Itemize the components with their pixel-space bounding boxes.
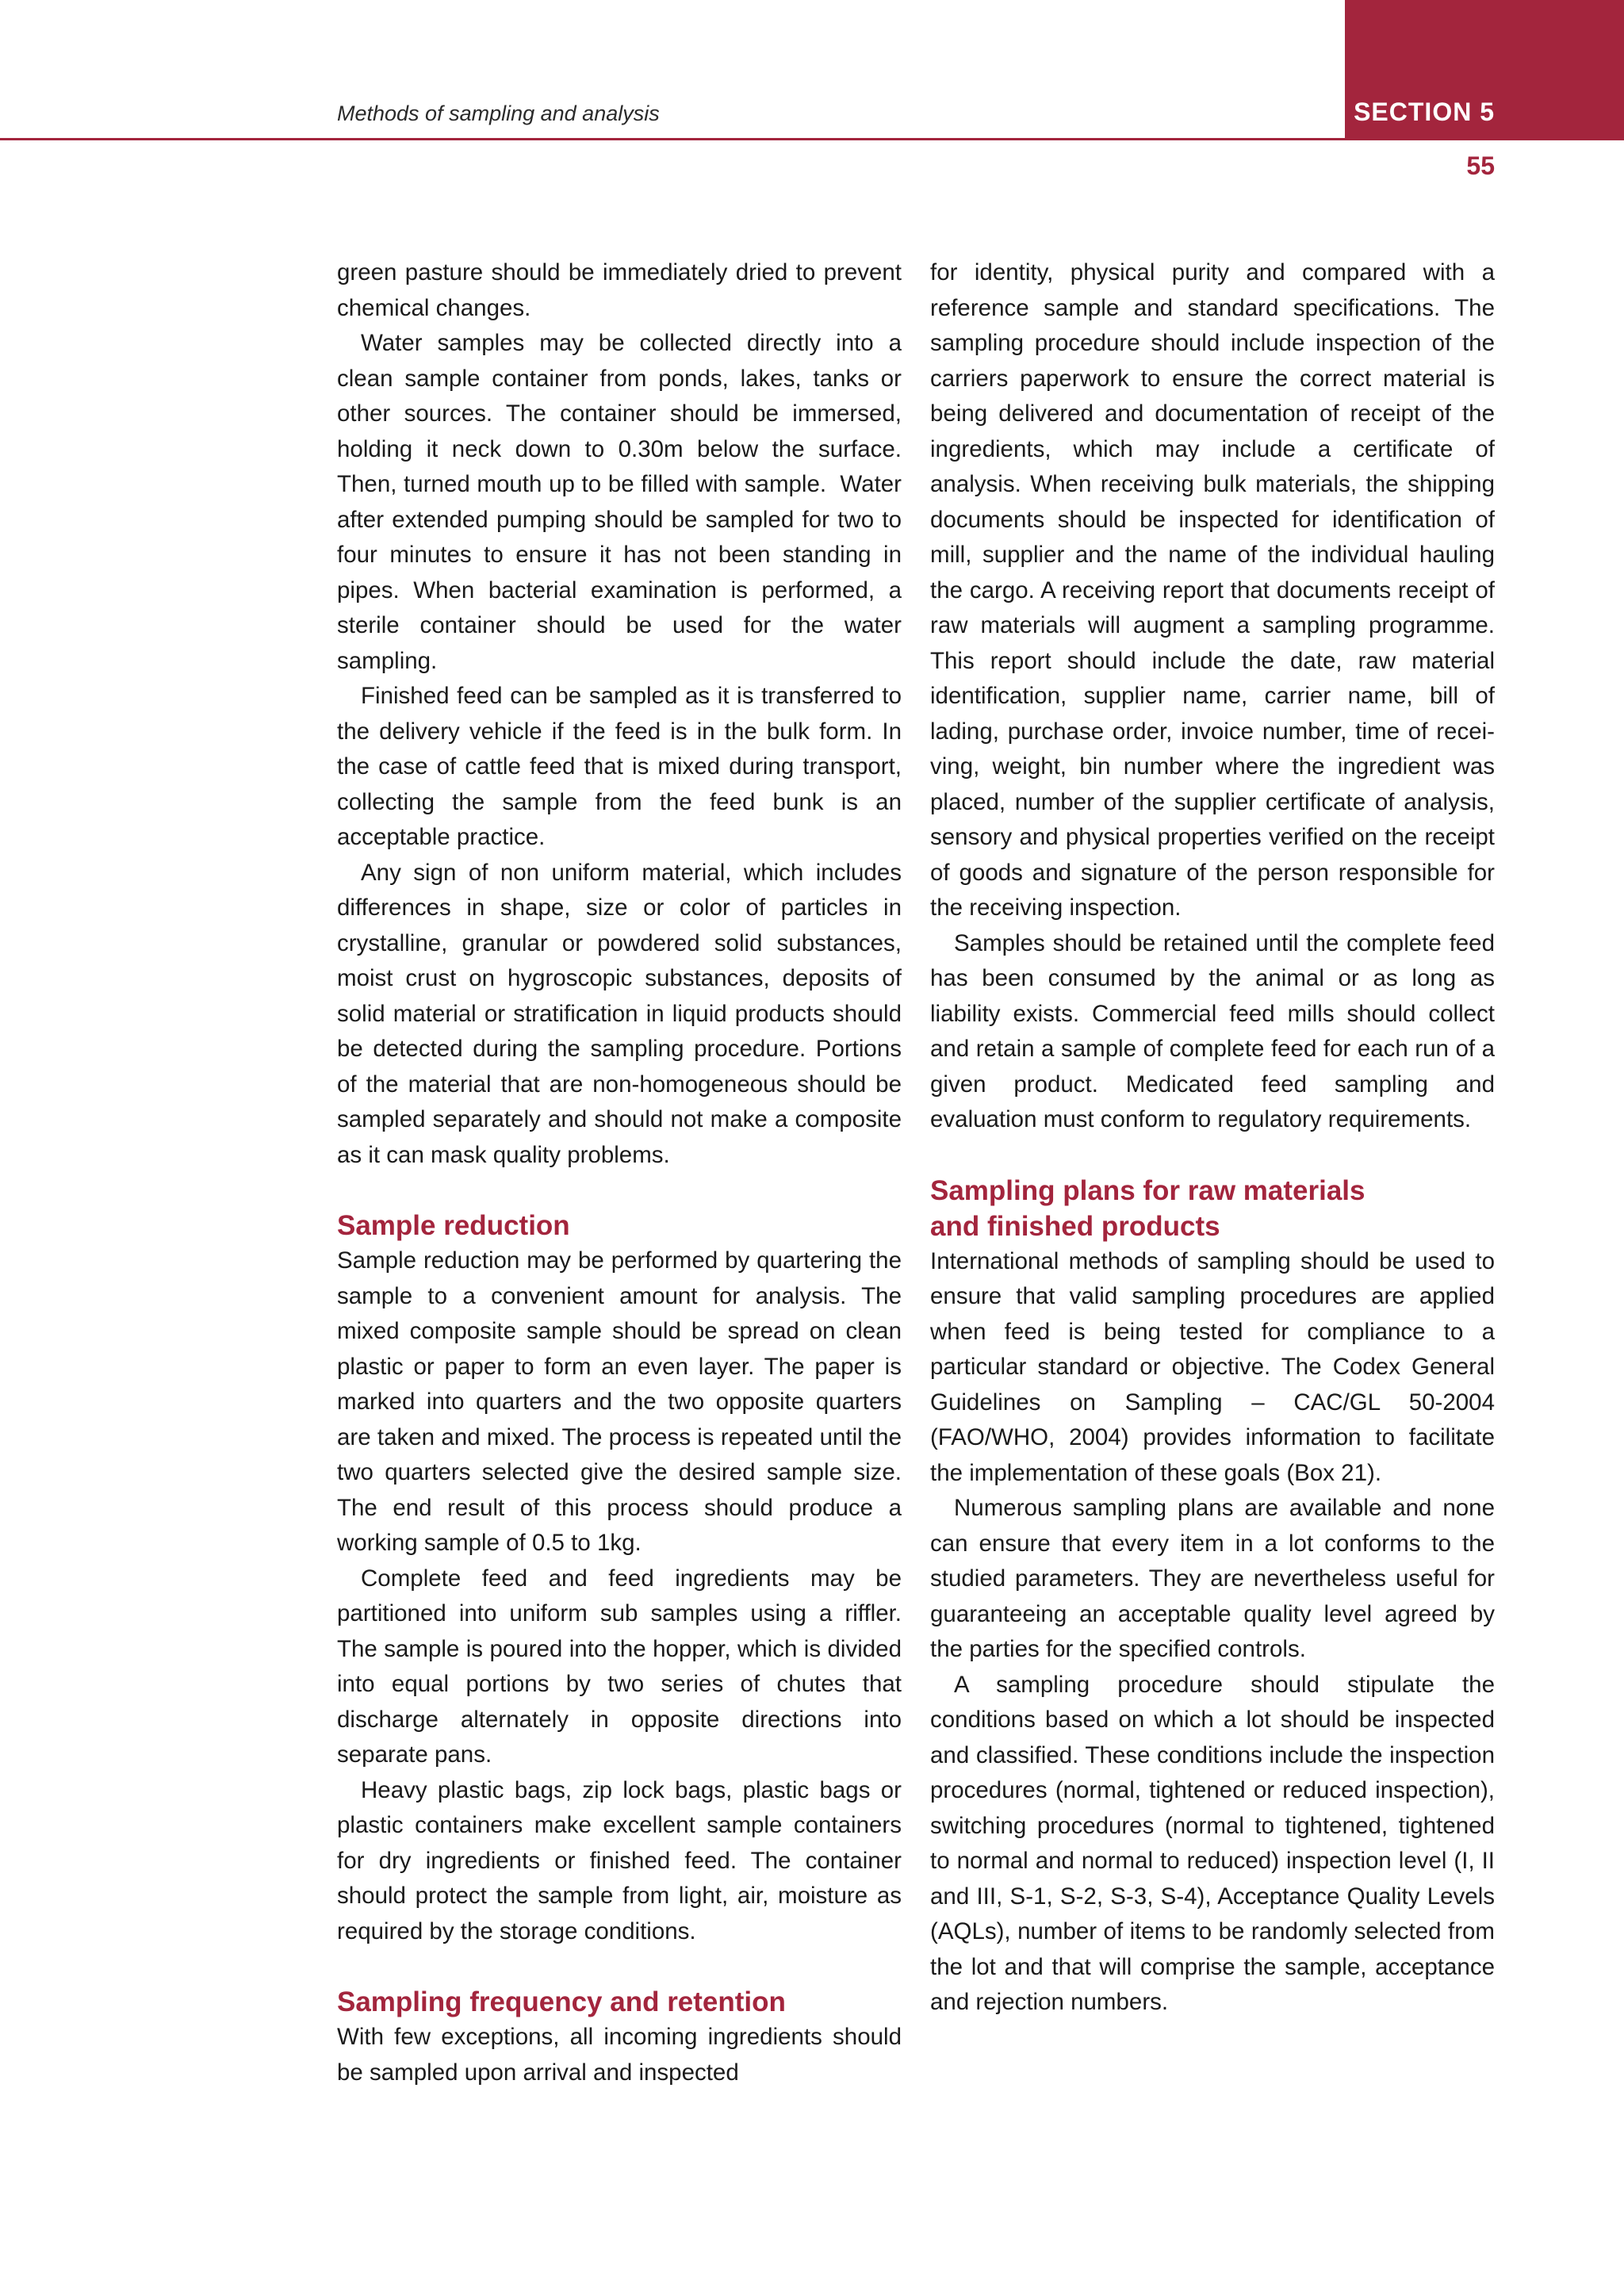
page-number: 55 <box>1466 151 1495 180</box>
paragraph: With few exceptions, all incoming ingredients should be sampled upon arrival and inspected <box>337 2024 902 2086</box>
paragraph: International methods of sampling should be used to ensure that valid sampling procedures are applied when feed is being tested for compliance to a particular standard or objective. The Codex General Guidelines on Sampling – CAC/GL 50-2004 (FAO/WHO, 2004) provides information to facilitate the implementation of these goals (Box 21). <box>930 1247 1495 1486</box>
paragraph: for identity, physical purity and compared with a reference sample and standard specifications. The sampling procedure should include inspection of the carriers paperwork to ensure the correct material is being delivered and documentation of receipt of the ingredients, which may include a certificate of analysis. When receiving bulk materials, the shipping documents should be inspected for identification of mill, supplier and the name of the individual hauling the cargo. A receiving report that documents receipt of raw materials will augment a sampling programme. This report should include the date, raw material identification, supplier name, carrier name, bill of lading, purchase order, invoice number, time of receiving, weight, bin number where the ingredient was placed, number of the supplier certificate of analysis, sensory and physical properties verified on the receipt of goods and signature of the person responsible for the receiving inspection. <box>930 259 1495 921</box>
heading-line: Sampling plans for raw materials <box>930 1174 1365 1206</box>
paragraph: Finished feed can be sampled as it is transferred to the delivery vehicle if the feed is in the bulk form. In the case of cattle feed that is mixed during transport, collecting the sample from the feed bunk is an acceptable practice. <box>337 683 902 850</box>
paragraph: Heavy plastic bags, zip lock bags, plastic bags or plastic containers make excellent sample containers for dry ingredients or finished feed. The container should protect the sample from light, air, moisture as required by the storage conditions. <box>337 1776 902 1944</box>
paragraph: Numerous sampling plans are available and none can ensure that every item in a lot conforms to the studied parameters. They are nevertheless useful for guaranteeing an acceptable quality level agreed by the parties for the specified controls. <box>930 1495 1495 1662</box>
left-column <box>337 255 902 2090</box>
heading-line: and finished products <box>930 1210 1220 1242</box>
header-rule <box>0 138 1345 140</box>
paragraph: Complete feed and feed ingredients may be partitioned into uniform sub samples using a riffler. The sample is poured into the hopper, which is divided into equal portions by two series of chutes that discharge alternately in opposite directions into separate pans. <box>337 1565 902 1768</box>
paragraph: A sampling procedure should stipulate the conditions based on which a lot should be inspected and classified. These conditions include the inspection procedures (normal, tightened or reduced inspection), switching procedures (normal to tightened, tightened to normal and normal to reduced) inspection level (I, II and III, S-1, S-2, S-3, S-4), Acceptance Quality Levels (AQLs), number of items to be randomly selected from the lot and that will comprise the sample, acceptance and rejection numbers. <box>930 1671 1495 2015</box>
heading-sampling-frequency: Sampling frequency and retention <box>337 1986 786 2017</box>
paragraph: Any sign of non uniform material, which includes differences in shape, size or color of particles in crystalline, granular or powdered solid substances, moist crust on hygroscopic substances, deposits of solid material or stratification in liquid products should be detected during the sampling procedure. Portions of the material that are non-homogeneous should be sampled separately and should not make a composite as it can mask quality problems. <box>337 859 902 1168</box>
heading-sample-reduction: Sample reduction <box>337 1210 570 1241</box>
paragraph: Water samples may be collected directly into a clean sample container from ponds, lakes, tanks or other sources. The container should be immersed, holding it neck down to 0.30m below the surface. Then, turned mouth up to be filled with sample. Water after extended pumping should be sampled for two to four minutes to ensure it has not been standing in pipes. When bacterial examination is performed, a sterile container should be used for the water sampling. <box>337 330 902 674</box>
paragraph: Sample reduction may be performed by quartering the sample to a convenient amount for analysis. The mixed composite sample should be spread on clean plastic or paper to form an even layer. The paper is marked into quarters and the two opposite quarters are taken and mixed. The process is repeated until the two quarters selected give the desired sample size. The end result of this process should produce a working sample of 0.5 to 1kg. <box>337 1247 902 1556</box>
section-label: SECTION 5 <box>1354 98 1495 126</box>
paragraph: Samples should be retained until the complete feed has been consumed by the animal or as long as liability exists. Commercial feed mills should collect and retain a sample of complete feed for each run of a given product. Medicated feed sampling and evaluation must conform to regulatory requirements. <box>930 929 1495 1132</box>
paragraph: green pasture should be immediately dried to prevent chemical changes. <box>337 259 902 321</box>
right-column <box>930 255 1495 2021</box>
heading-sampling-plans <box>930 1173 1495 1244</box>
running-title: Methods of sampling and analysis <box>337 102 660 125</box>
